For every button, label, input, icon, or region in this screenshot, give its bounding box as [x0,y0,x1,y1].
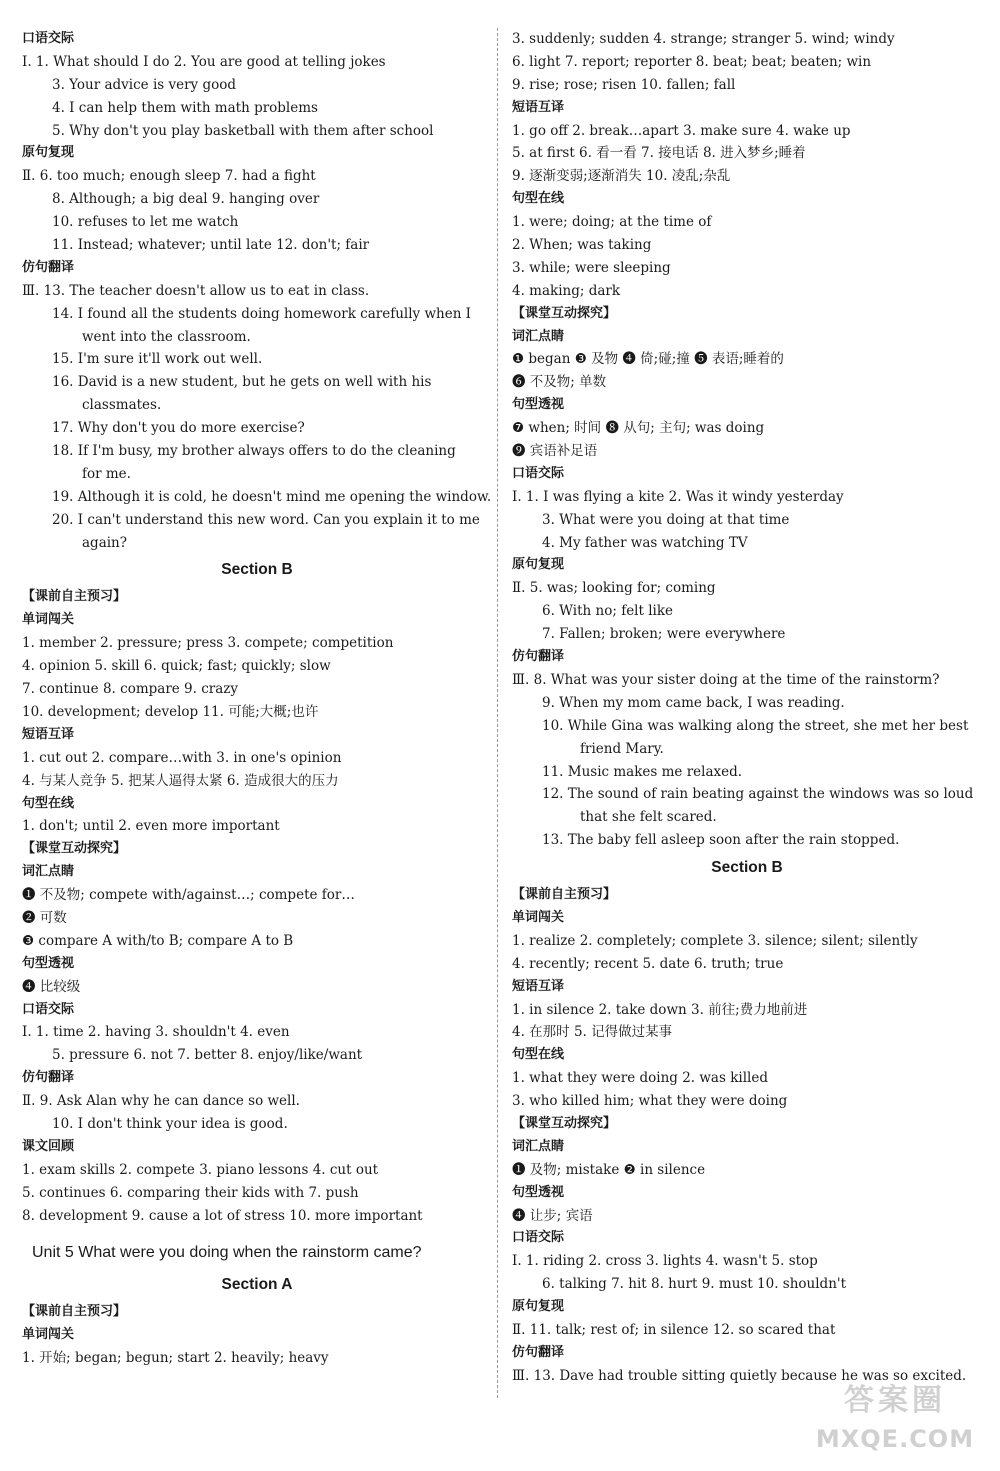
answer-line: 5. continues 6. comparing their kids with 7. push [22,1184,359,1201]
section-heading: 课文回顾 [22,1138,75,1154]
answer-line: 6. With no; felt like [542,603,674,620]
answer-line: 1. were; doing; at the time of [512,214,712,231]
watermark-logo: 答案圈 [844,1383,946,1418]
answer-line: 4. recently; recent 5. date 6. truth; true [512,955,784,972]
answer-line: 9. 逐渐变弱;逐渐消失 10. 凌乱;杂乱 [512,168,731,185]
section-heading: 【课堂互动探究】 [22,841,127,857]
answer-line: 17. Why don't you do more exercise? [52,420,305,437]
section-heading: 原句复现 [512,557,565,573]
answer-line: 5. Why don't you play basketball with them after school [52,122,434,139]
answer-line: Ⅱ. 11. talk; rest of; in silence 12. so scared that [512,1321,836,1338]
answer-line: Ⅱ. 5. was; looking for; coming [512,580,716,597]
right-column [512,28,982,1388]
unit-title: Unit 5 What were you doing when the rainstorm came? [32,1244,422,1262]
section-heading: 词汇点睛 [512,1138,565,1154]
answer-line: 1. 开始; began; begun; start 2. heavily; heavy [22,1350,329,1367]
answer-line: ❷ 可数 [22,909,67,926]
answer-line: 11. Music makes me relaxed. [542,763,743,780]
answer-line: 7. continue 8. compare 9. crazy [22,681,239,698]
section-heading: 句型透视 [512,1184,565,1200]
column-divider [497,28,499,1398]
answer-line: ❻ 不及物; 单数 [512,374,607,391]
answer-line: 1. realize 2. completely; complete 3. silence; silent; silently [512,932,918,949]
section-heading: 【课前自主预习】 [512,887,617,903]
section-heading: 句型在线 [512,191,565,207]
section-heading: 词汇点睛 [22,864,75,880]
section-heading: 短语互译 [22,726,75,742]
left-column [22,28,492,1370]
section-title: Section B [711,859,783,877]
answer-line: ❼ when; 时间 ❽ 从句; 主句; was doing [512,420,765,437]
answer-line: ❶ 不及物; compete with/against…; compete for… [22,887,355,904]
section-heading: 【课堂互动探究】 [512,305,617,321]
answer-line: 18. If I'm busy, my brother always offers to do the cleaning [52,443,456,460]
answer-line: 10. While Gina was walking along the street, she met her best [542,717,969,734]
section-heading: 仿句翻译 [512,1344,565,1360]
answer-line: 14. I found all the students doing homework carefully when I [52,305,472,322]
section-title: Section A [221,1276,293,1294]
answer-line: 6. talking 7. hit 8. hurt 9. must 10. shouldn't [542,1276,847,1293]
section-heading: 原句复现 [512,1299,565,1315]
section-heading: 句型透视 [22,955,75,971]
section-heading: 原句复现 [22,145,75,161]
answer-line: 4. 在那时 5. 记得做过某事 [512,1024,673,1041]
section-heading: 仿句翻译 [22,259,75,275]
answer-line: ❾ 宾语补足语 [512,443,598,460]
answer-line: Ⅲ. 13. Dave had trouble sitting quietly because he was so excited. [512,1367,967,1384]
answer-line: 15. I'm sure it'll work out well. [52,351,263,368]
section-heading: 短语互译 [512,99,565,115]
answer-line: 4. My father was watching TV [542,534,748,551]
answer-line: 19. Although it is cold, he doesn't mind me opening the window. [52,488,492,505]
answer-line: classmates. [82,397,162,414]
answer-line: 6. light 7. report; reporter 8. beat; beat; beaten; win [512,53,872,70]
answer-line: 11. Instead; whatever; until late 12. don't; fair [52,237,370,254]
section-heading: 口语交际 [512,465,565,481]
section-heading: 口语交际 [512,1230,565,1246]
section-heading: 单词闯关 [512,909,565,925]
section-heading: 口语交际 [22,1001,75,1017]
answer-line: 3. Your advice is very good [52,76,237,93]
answer-line: ❶ began ❸ 及物 ❹ 倚;碰;撞 ❺ 表语;睡着的 [512,351,784,368]
section-heading: 口语交际 [22,31,75,46]
answer-line: 8. development 9. cause a lot of stress 10. more important [22,1207,423,1224]
section-heading: 句型透视 [512,397,565,413]
section-heading: 句型在线 [512,1047,565,1063]
section-heading: 单词闯关 [22,612,75,628]
section-heading: 【课前自主预习】 [22,589,127,605]
section-heading: 词汇点睛 [512,328,565,344]
section-heading: 短语互译 [512,978,565,994]
answer-line: 3. suddenly; sudden 4. strange; stranger 5. wind; windy [512,31,895,47]
answer-line: 12. The sound of rain beating against the windows was so loud [542,786,974,803]
answer-line: 5. at first 6. 看一看 7. 接电话 8. 进入梦乡;睡着 [512,145,806,162]
section-heading: 仿句翻译 [22,1070,75,1086]
watermark [795,1380,995,1468]
answer-line: 10. I don't think your idea is good. [52,1115,288,1132]
answer-line: 16. David is a new student, but he gets on well with his [52,374,432,391]
answer-line: ❸ compare A with/to B; compare A to B [22,932,294,949]
answer-line: 1. in silence 2. take down 3. 前往;费力地前进 [512,1001,808,1018]
answer-line: ❹ 让步; 宾语 [512,1207,593,1224]
answer-line: 2. When; was taking [512,237,652,254]
answer-line: 3. while; were sleeping [512,259,671,276]
answer-line: Ⅰ. 1. I was flying a kite 2. Was it windy yesterday [512,488,844,505]
answer-line: again? [82,534,127,551]
answer-line: 8. Although; a big deal 9. hanging over [52,191,320,208]
spacer [22,1227,492,1237]
section-title: Section B [221,561,293,579]
answer-line: 4. making; dark [512,282,621,299]
answer-line: Ⅰ. 1. What should I do 2. You are good at telling jokes [22,53,386,70]
answer-line: Ⅲ. 8. What was your sister doing at the time of the rainstorm? [512,671,940,688]
section-heading: 句型在线 [22,795,75,811]
answer-line: 1. exam skills 2. compete 3. piano lessons 4. cut out [22,1161,379,1178]
watermark-url: MXQE.COM [815,1425,975,1453]
answer-line: 1. don't; until 2. even more important [22,818,280,835]
answer-line: 4. I can help them with math problems [52,99,318,116]
answer-line: 1. cut out 2. compare…with 3. in one's opinion [22,749,342,766]
answer-line: Ⅲ. 13. The teacher doesn't allow us to eat in class. [22,282,370,299]
answer-line: 3. who killed him; what they were doing [512,1093,788,1110]
answer-line: 7. Fallen; broken; were everywhere [542,626,786,643]
answer-line: 1. what they were doing 2. was killed [512,1070,768,1087]
answer-line: for me. [82,465,131,482]
answer-line: friend Mary. [580,740,664,757]
answer-line: 4. 与某人竞争 5. 把某人逼得太紧 6. 造成很大的压力 [22,772,339,789]
answer-line: Ⅱ. 6. too much; enough sleep 7. had a fight [22,168,316,185]
answer-line: ❶ 及物; mistake ❷ in silence [512,1161,706,1178]
answer-line: ❹ 比较级 [22,978,81,995]
answer-line: 10. refuses to let me watch [52,214,239,231]
answer-line: 4. opinion 5. skill 6. quick; fast; quickly; slow [22,658,331,675]
answer-line: 9. When my mom came back, I was reading. [542,694,845,711]
answer-line: 1. go off 2. break…apart 3. make sure 4. wake up [512,122,851,139]
answer-line: went into the classroom. [82,328,251,345]
answer-line: that she felt scared. [580,809,717,826]
answer-line: 20. I can't understand this new word. Can you explain it to me [52,511,480,528]
answer-line: Ⅱ. 9. Ask Alan why he can dance so well. [22,1093,300,1110]
section-heading: 【课前自主预习】 [22,1304,127,1320]
answer-line: 10. development; develop 11. 可能;大概;也许 [22,703,319,720]
answer-line: 9. rise; rose; risen 10. fallen; fall [512,76,736,93]
answer-line: Ⅰ. 1. time 2. having 3. shouldn't 4. even [22,1024,290,1041]
answer-line: Ⅰ. 1. riding 2. cross 3. lights 4. wasn't 5. stop [512,1253,818,1270]
section-heading: 仿句翻译 [512,649,565,665]
answer-line: 5. pressure 6. not 7. better 8. enjoy/like/want [52,1047,363,1064]
answer-line: 13. The baby fell asleep soon after the rain stopped. [542,832,900,849]
answer-line: 1. member 2. pressure; press 3. compete; competition [22,635,394,652]
section-heading: 【课堂互动探究】 [512,1115,617,1131]
answer-line: 3. What were you doing at that time [542,511,790,528]
section-heading: 单词闯关 [22,1327,75,1343]
